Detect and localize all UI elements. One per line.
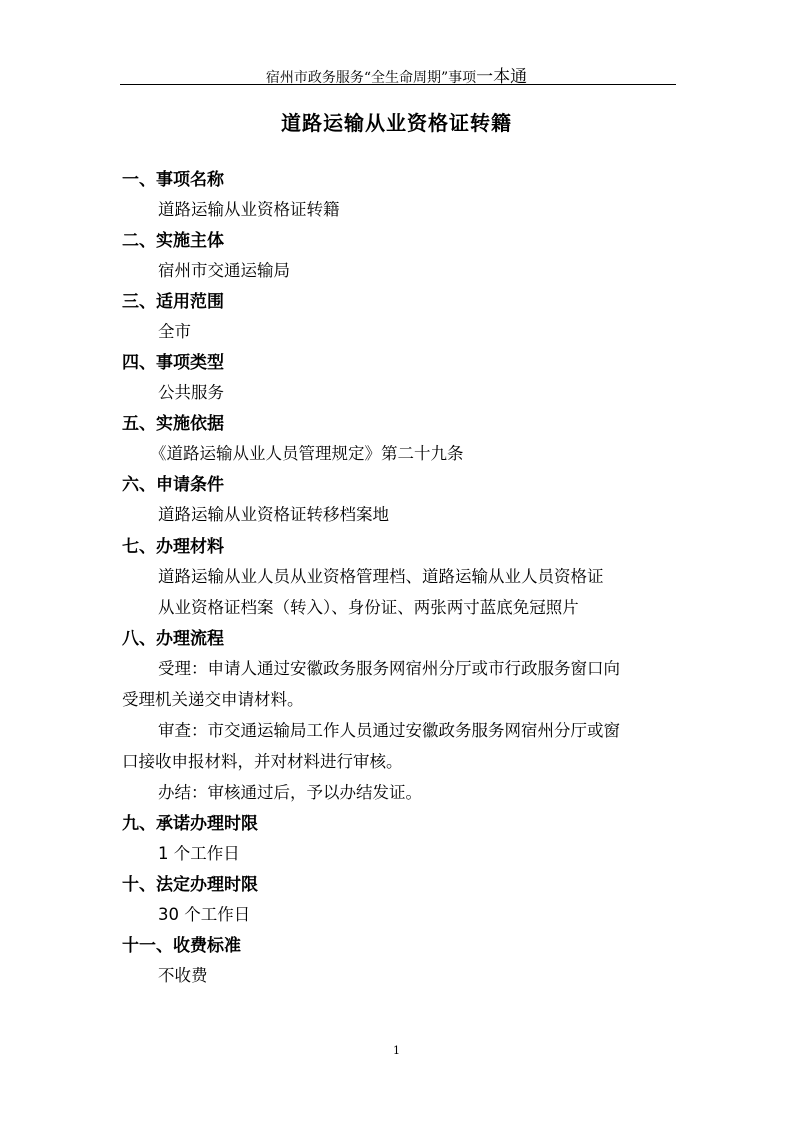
section-heading-conditions: 六、申请条件 [122, 475, 224, 495]
page-title: 道路运输从业资格证转籍 [281, 111, 512, 135]
section-content-legal-basis: 《道路运输从业人员管理规定》第二十九条 [150, 444, 464, 463]
section-content-item-name: 道路运输从业资格证转籍 [158, 200, 340, 219]
section-content-materials-line1: 道路运输从业人员从业资格管理档、道路运输从业人员资格证 [158, 567, 604, 586]
section-heading-scope: 三、适用范围 [122, 292, 224, 312]
section-heading-item-type: 四、事项类型 [122, 353, 224, 373]
process-complete: 办结：审核通过后，予以办结发证。 [158, 783, 422, 802]
section-content-conditions: 道路运输从业资格证转移档案地 [158, 505, 389, 524]
process-accept-line1: 受理：申请人通过安徽政务服务网宿州分厅或市行政服务窗口向 [158, 659, 620, 678]
process-review-line1: 审查：市交通运输局工作人员通过安徽政务服务网宿州分厅或窗 [158, 721, 620, 740]
section-heading-materials: 七、办理材料 [122, 537, 224, 557]
section-content-legal-time: 30 个工作日 [158, 905, 251, 924]
section-heading-legal-time: 十、法定办理时限 [122, 875, 258, 895]
section-content-promised-time: 1 个工作日 [158, 844, 240, 863]
running-header-suffix: 一本通 [476, 67, 528, 87]
section-heading-item-name: 一、事项名称 [122, 170, 224, 190]
section-heading-promised-time: 九、承诺办理时限 [122, 814, 258, 834]
section-content-implementer: 宿州市交通运输局 [158, 261, 290, 280]
process-accept-line2: 受理机关递交申请材料。 [122, 690, 304, 709]
section-content-fee: 不收费 [158, 966, 208, 985]
header-rule [120, 84, 676, 85]
section-heading-legal-basis: 五、实施依据 [122, 414, 224, 434]
page-number: 1 [393, 1044, 400, 1057]
section-content-materials-line2: 从业资格证档案（转入）、身份证、两张两寸蓝底免冠照片 [158, 598, 579, 617]
process-review-line2: 口接收申报材料，并对材料进行审核。 [122, 752, 403, 771]
section-content-item-type: 公共服务 [158, 383, 224, 402]
running-header-prefix: 宿州市政务服务“全生命周期”事项 [265, 70, 477, 86]
section-heading-fee: 十一、收费标准 [122, 936, 241, 956]
section-content-scope: 全市 [158, 322, 191, 341]
section-heading-process: 八、办理流程 [122, 629, 224, 649]
section-heading-implementer: 二、实施主体 [122, 231, 224, 251]
